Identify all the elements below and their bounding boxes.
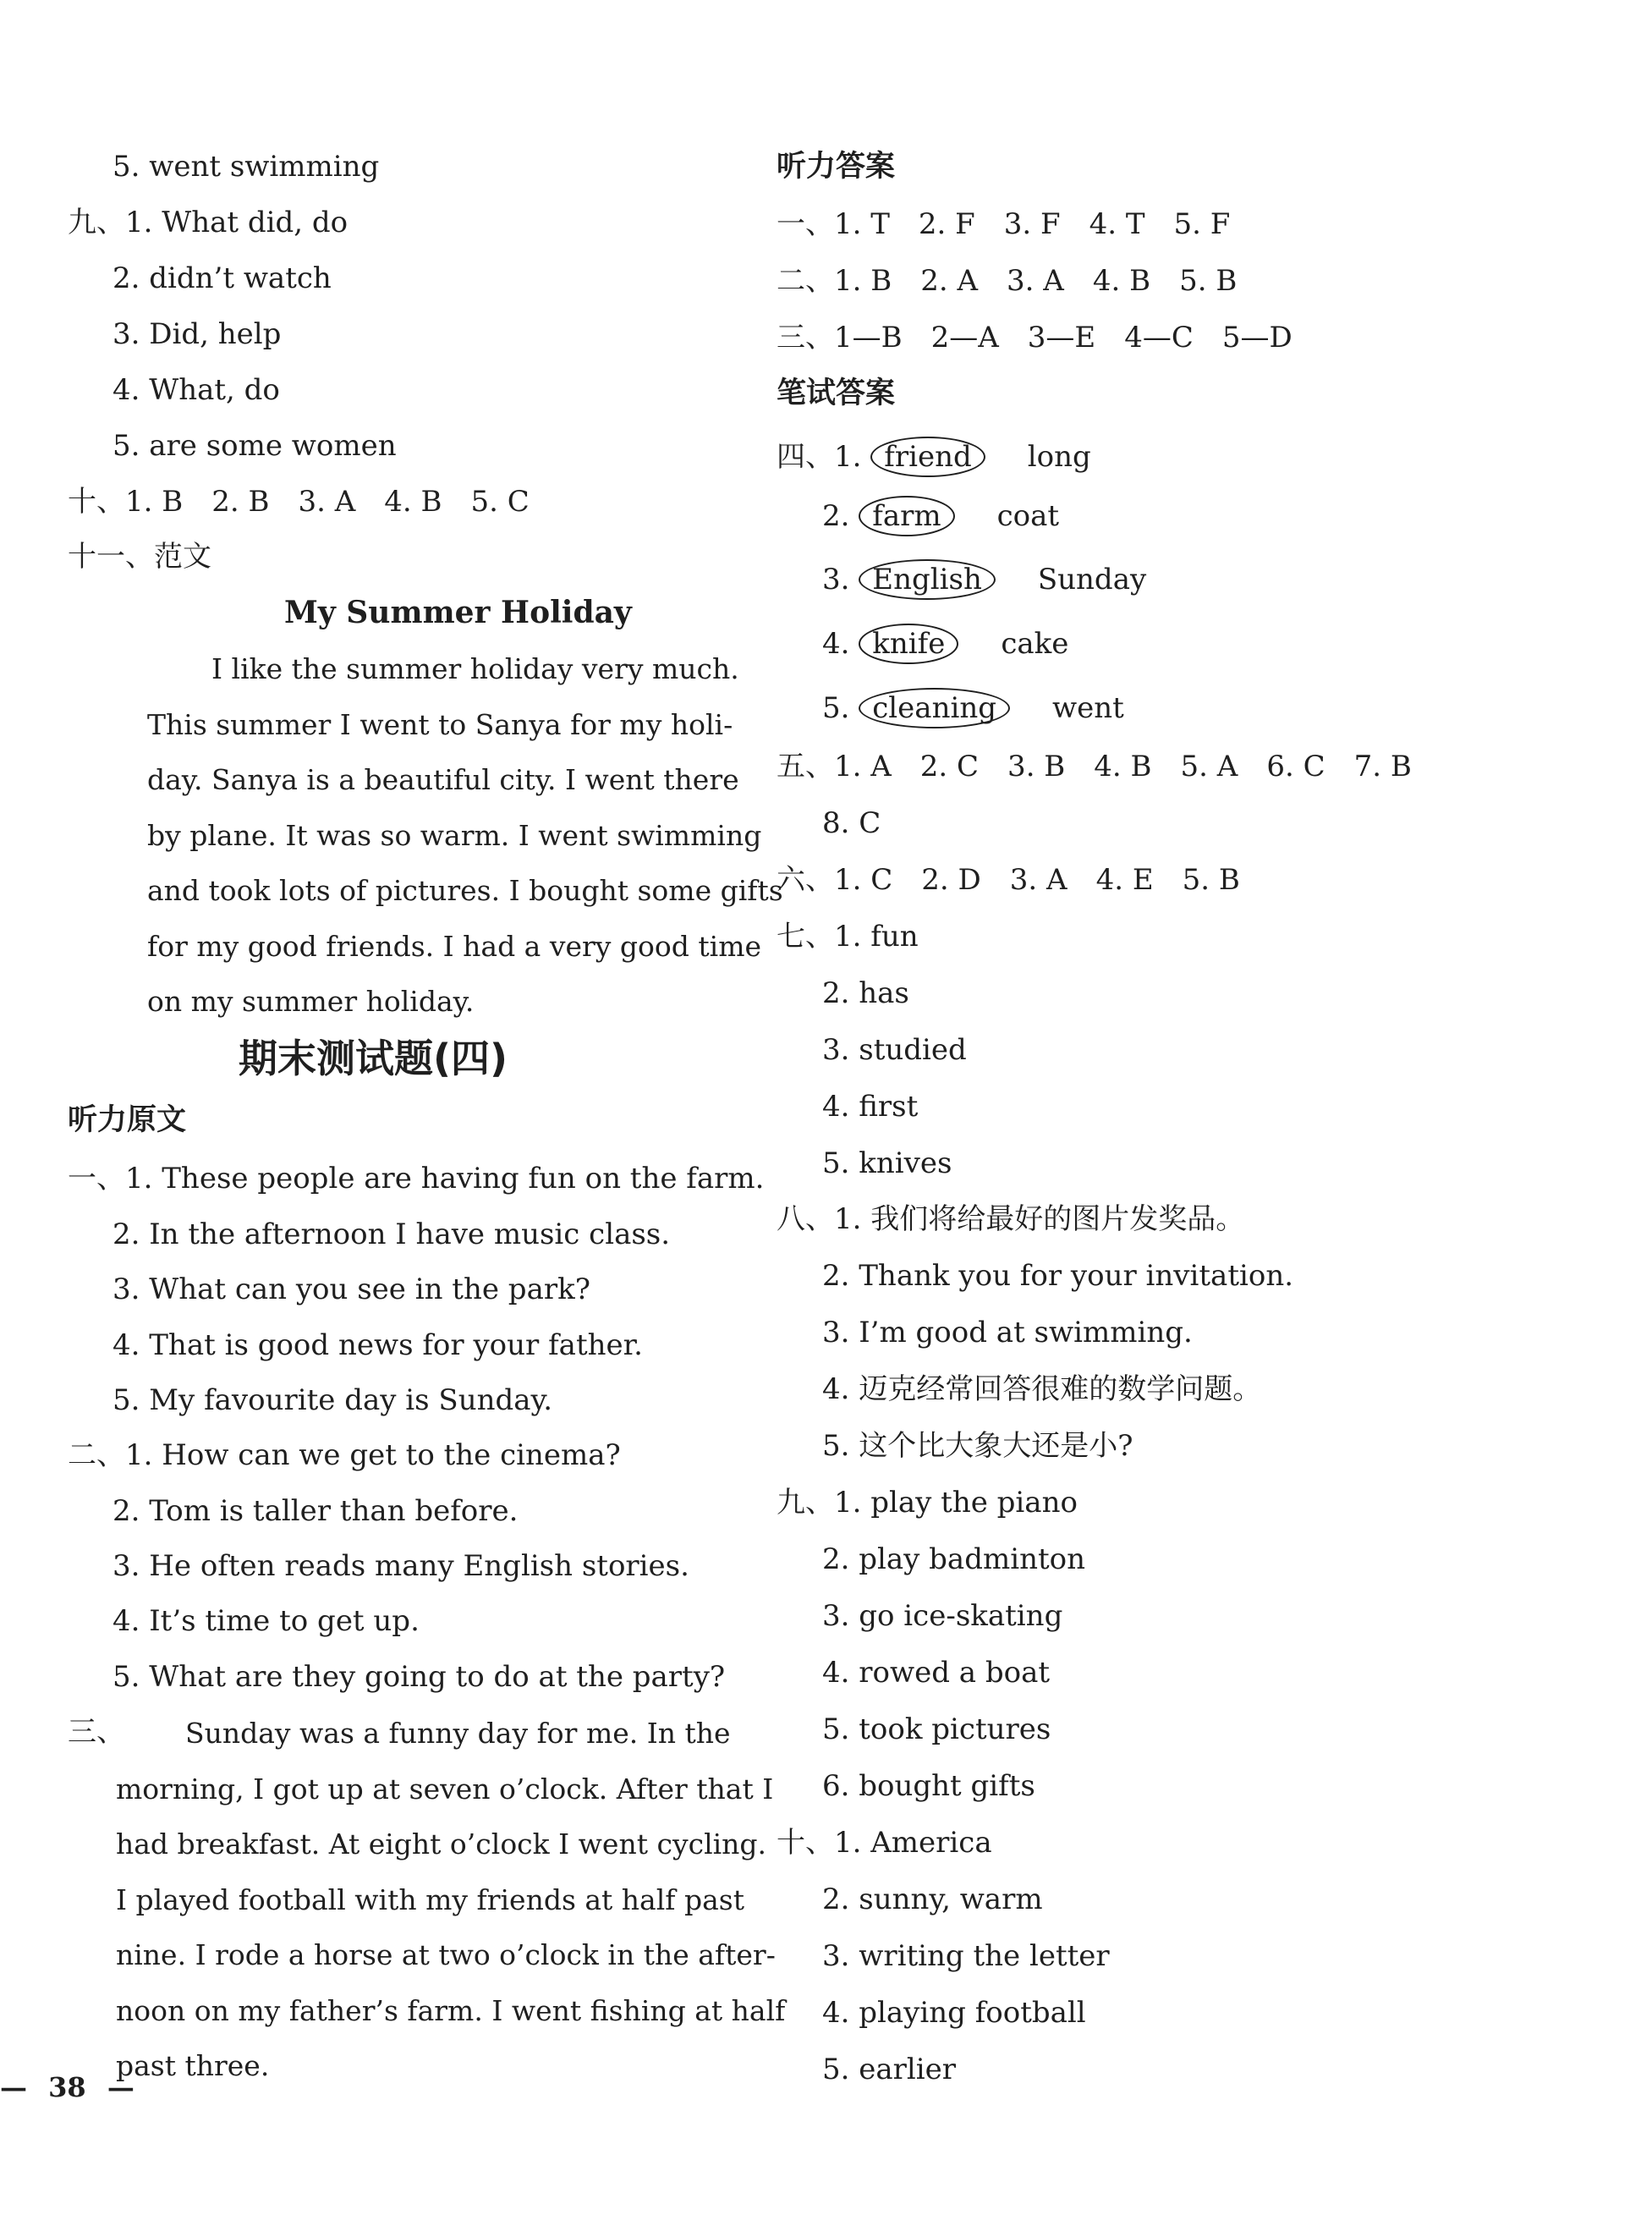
answer-line: 九、1. What did, do <box>68 206 349 239</box>
essay-line: day. Sanya is a beautiful city. I went there <box>147 763 739 796</box>
answer-line: 8. C <box>822 806 881 840</box>
essay-line: by plane. It was so warm. I went swimming <box>147 818 762 852</box>
answer-line: 5. took pictures <box>822 1712 1051 1746</box>
answer-line: 六、1. C 2. D 3. A 4. E 5. B <box>777 863 1240 897</box>
section-heading: 听力原文 <box>68 1103 187 1137</box>
circle-answer-row <box>822 496 1059 536</box>
plain-word: coat <box>996 499 1060 533</box>
transcript-line: 2. In the afternoon I have music class. <box>113 1217 671 1251</box>
essay-paragraph <box>147 641 783 1030</box>
transcript-line: 5. My favourite day is Sunday. <box>113 1383 553 1417</box>
section-heading: 听力答案 <box>777 150 896 184</box>
answer-line: 5. knives <box>822 1146 952 1180</box>
answer-line: 八、1. 我们将给最好的图片发奖品。 <box>777 1202 1245 1236</box>
circle-answer-row <box>822 688 1124 728</box>
answer-line: 十、1. America <box>777 1826 992 1860</box>
answer-line: 3. writing the letter <box>822 1939 1110 1973</box>
transcript-line: 3. What can you see in the park? <box>113 1272 590 1306</box>
answer-line: 5. are some women <box>113 429 397 463</box>
item-number: 4. <box>822 627 850 661</box>
answer-line: 一、1. T 2. F 3. F 4. T 5. F <box>777 207 1231 241</box>
answer-line: 2. Thank you for your invitation. <box>822 1259 1294 1293</box>
footer-dash: — <box>0 2071 27 2103</box>
answer-line: 三、1—B 2—A 3—E 4—C 5—D <box>777 321 1293 355</box>
essay-line: This summer I went to Sanya for my holi- <box>147 707 733 741</box>
exam-title: 期末测试题(四) <box>239 1036 508 1081</box>
page-footer <box>0 2071 134 2103</box>
circled-word: knife <box>859 624 958 664</box>
answer-line: 6. bought gifts <box>822 1769 1035 1803</box>
answer-line: 4. 迈克经常回答很难的数学问题。 <box>822 1372 1262 1406</box>
transcript-line: 2. Tom is taller than before. <box>113 1494 519 1528</box>
transcript-line: had breakfast. At eight o’clock I went cycling. <box>116 1828 767 1861</box>
item-number: 3. <box>822 563 850 596</box>
answer-line: 二、1. B 2. A 3. A 4. B 5. B <box>777 264 1238 298</box>
transcript-line: noon on my father’s farm. I went fishing at half <box>116 1993 786 2027</box>
essay-line: for my good friends. I had a very good time <box>147 929 762 963</box>
circled-word: English <box>859 559 996 600</box>
answer-line: 3. go ice-skating <box>822 1599 1063 1633</box>
circled-word: farm <box>859 496 954 536</box>
essay-title: My Summer Holiday <box>284 595 632 630</box>
footer-dash: — <box>107 2071 134 2103</box>
plain-word: Sunday <box>1037 563 1147 596</box>
circled-word: friend <box>870 437 985 477</box>
answer-line: 2. sunny, warm <box>822 1882 1043 1916</box>
circled-word: cleaning <box>859 688 1010 728</box>
essay-line: and took lots of pictures. I bought some gifts <box>147 874 783 907</box>
transcript-line: 4. That is good news for your father. <box>113 1328 643 1362</box>
transcript-paragraph <box>116 1706 786 2094</box>
answer-line: 5. went swimming <box>113 150 380 184</box>
transcript-line: Sunday was a funny day for me. In the <box>185 1717 731 1750</box>
page-number: 38 <box>48 2071 86 2103</box>
answer-line: 3. I’m good at swimming. <box>822 1316 1193 1349</box>
answer-line: 2. play badminton <box>822 1542 1086 1576</box>
answer-line: 4. first <box>822 1090 919 1124</box>
answer-line: 五、1. A 2. C 3. B 4. B 5. A 6. C 7. B <box>777 750 1412 783</box>
answer-line: 4. What, do <box>113 373 280 407</box>
essay-line: I like the summer holiday very much. <box>211 652 739 685</box>
plain-word: long <box>1027 440 1091 474</box>
item-number: 5. <box>822 691 850 725</box>
section-label: 三、 <box>68 1715 125 1749</box>
transcript-line: 3. He often reads many English stories. <box>113 1549 689 1583</box>
plain-word: cake <box>1001 627 1069 661</box>
transcript-line: nine. I rode a horse at two o’clock in the after- <box>116 1938 776 1971</box>
answer-line: 九、1. play the piano <box>777 1486 1078 1520</box>
circle-answer-row <box>822 624 1068 664</box>
transcript-line: 4. It’s time to get up. <box>113 1604 420 1638</box>
section-label: 四、1. <box>777 440 862 474</box>
answer-line: 4. rowed a boat <box>822 1656 1051 1690</box>
answer-line: 2. has <box>822 976 909 1010</box>
transcript-line: I played football with my friends at half past <box>116 1882 744 1916</box>
answer-line: 2. didn’t watch <box>113 261 332 295</box>
section-heading: 笔试答案 <box>777 376 896 410</box>
transcript-line: 5. What are they going to do at the party? <box>113 1660 726 1694</box>
circle-answer-row <box>777 437 1091 477</box>
answer-line: 4. playing football <box>822 1996 1086 2030</box>
transcript-line: morning, I got up at seven o’clock. After that I <box>116 1772 774 1806</box>
transcript-line: 一、1. These people are having fun on the farm. <box>68 1162 765 1195</box>
answer-line: 3. Did, help <box>113 317 282 351</box>
plain-word: went <box>1052 691 1124 725</box>
answer-line: 5. earlier <box>822 2053 957 2086</box>
answer-line: 十一、范文 <box>68 540 211 574</box>
answer-line: 十、1. B 2. B 3. A 4. B 5. C <box>68 485 530 519</box>
essay-line: on my summer holiday. <box>147 985 475 1018</box>
answer-line: 3. studied <box>822 1033 967 1067</box>
answer-line: 七、1. fun <box>777 920 919 954</box>
transcript-line: past three. <box>116 2049 270 2082</box>
transcript-line: 二、1. How can we get to the cinema? <box>68 1438 621 1472</box>
answer-line: 5. 这个比大象大还是小? <box>822 1429 1133 1463</box>
circle-answer-row <box>822 559 1146 600</box>
item-number: 2. <box>822 499 850 533</box>
